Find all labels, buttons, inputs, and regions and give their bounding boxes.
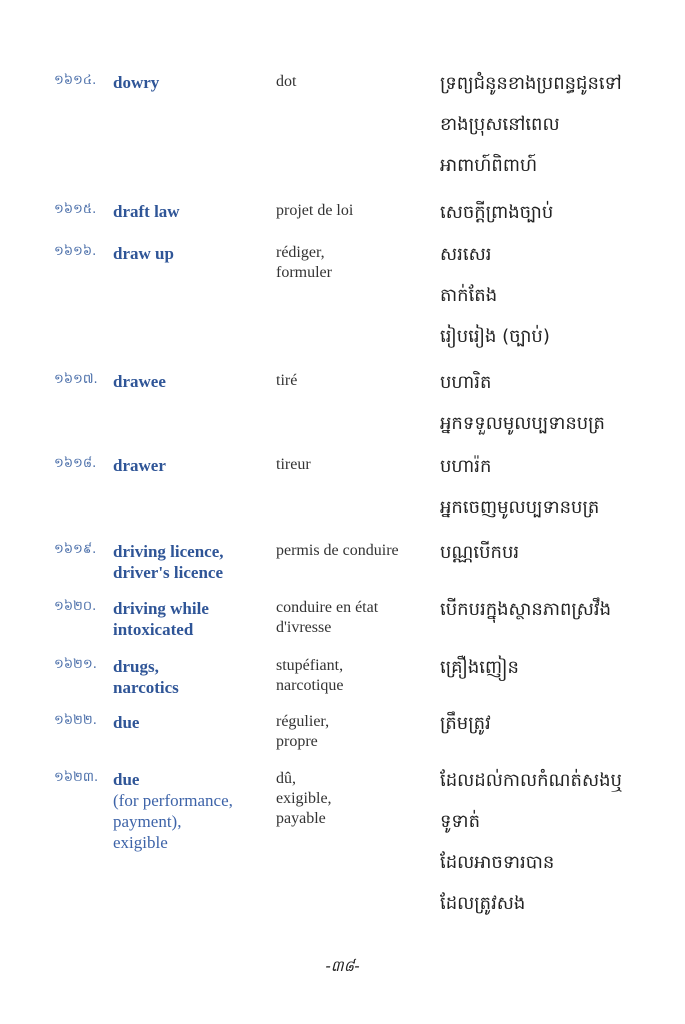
french-term-line: tiré [276,372,298,389]
khmer-line: បហារិត [440,372,492,393]
english-term-line: draw up [113,244,174,263]
english-term [113,656,179,698]
khmer-definition [440,595,611,636]
english-term-line: drawer [113,456,166,475]
english-term-line: driving while [113,599,209,618]
english-term-qualifier: exigible [113,833,168,852]
french-term [276,371,297,391]
khmer-line: រៀបរៀង (ច្បាប់) [440,326,550,347]
french-term [276,72,296,92]
french-term-line: formuler [276,264,332,281]
khmer-definition [440,69,622,192]
khmer-line: គ្រឿងញៀន [440,657,519,678]
khmer-line: បើកបរក្នុងស្ថានភាពស្រវឹង [440,599,612,620]
khmer-line: តាក់តែង [440,285,498,306]
french-term-line: dû, [276,770,296,787]
khmer-line: បណ្ណបើកបរ [440,542,520,563]
khmer-line: បហារ៉ក [440,456,492,477]
khmer-definition [440,240,550,363]
french-term [276,769,332,829]
entry-number: ១៦២០. [54,599,97,614]
english-term [113,371,166,392]
english-term [113,769,233,853]
khmer-line: អ្នកទទួលមូលប្បទានបត្រ [440,413,605,434]
entry-number: ១៦១៧. [54,372,98,387]
khmer-line: សរសេរ [440,244,492,265]
english-term-line: draft law [113,202,180,221]
english-term [113,712,139,733]
entry-number: ១៦២៣. [54,770,99,785]
english-term [113,201,180,222]
english-term-line: narcotics [113,678,179,697]
english-term-line: dowry [113,73,160,92]
khmer-line: ដែលដល់កាលកំណត់សងឬ [440,770,622,791]
english-term [113,243,174,264]
french-term-line: payable [276,810,326,827]
english-term-line: intoxicated [113,620,194,639]
khmer-line: ទូទាត់ [440,811,480,832]
french-term-line: propre [276,733,318,750]
page-number: -៣៨- [325,957,360,975]
french-term [276,243,332,283]
english-term-line: driver's licence [113,563,223,582]
french-term-line: d'ivresse [276,619,332,636]
french-term [276,598,378,638]
khmer-definition [440,538,519,579]
french-term-line: permis de conduire [276,542,399,559]
english-term-line: due [113,770,140,789]
khmer-definition [440,198,553,239]
entry-number: ១៦២១. [54,657,97,672]
french-term-line: exigible, [276,790,332,807]
french-term-line: tireur [276,456,311,473]
entry-number: ១៦១៤. [54,73,97,88]
french-term-line: stupéfiant, [276,657,344,674]
khmer-definition [440,452,599,534]
khmer-definition [440,766,622,930]
entry-number: ១៦១៩. [54,542,97,557]
english-term-qualifier: payment), [113,812,182,831]
english-term-line: drawee [113,372,166,391]
english-term [113,455,166,476]
french-term-line: régulier, [276,713,330,730]
khmer-line: ទ្រព្យជំនូនខាងប្រពន្ធជូនទៅ [440,73,622,94]
entry-number: ១៦១៨. [54,456,97,471]
french-term-line: dot [276,73,297,90]
english-term [113,598,209,640]
english-term-line: drugs, [113,657,159,676]
english-term-line: driving licence, [113,542,224,561]
khmer-definition [440,653,519,694]
khmer-line: អ្នកចេញមូលប្បទានបត្រ [440,497,600,518]
french-term-line: conduire en état [276,599,379,616]
french-term-line: projet de loi [276,202,354,219]
french-term [276,201,353,221]
khmer-line: ដែលអាចទារបាន [440,852,555,873]
french-term-line: rédiger, [276,244,325,261]
entry-number: ១៦១៥. [54,202,97,217]
khmer-line: ដែលត្រូវសង [440,893,526,914]
khmer-line: អាពាហ៍ពិពាហ៍ [440,155,538,176]
french-term [276,712,329,752]
entry-number: ១៦២២. [54,713,97,728]
khmer-line: ត្រឹមត្រូវ [440,713,491,734]
french-term [276,541,399,561]
khmer-definition [440,368,605,450]
french-term [276,656,344,696]
entry-number: ១៦១៦. [54,244,97,259]
khmer-line: សេចក្ដីព្រាងច្បាប់ [440,202,554,223]
english-term [113,541,223,583]
khmer-line: ខាងប្រុសនៅពេល [440,114,560,135]
english-term [113,72,159,93]
english-term-qualifier: (for performance, [113,791,233,810]
french-term [276,455,311,475]
khmer-definition [440,709,491,750]
english-term-line: due [113,713,140,732]
french-term-line: narcotique [276,677,344,694]
